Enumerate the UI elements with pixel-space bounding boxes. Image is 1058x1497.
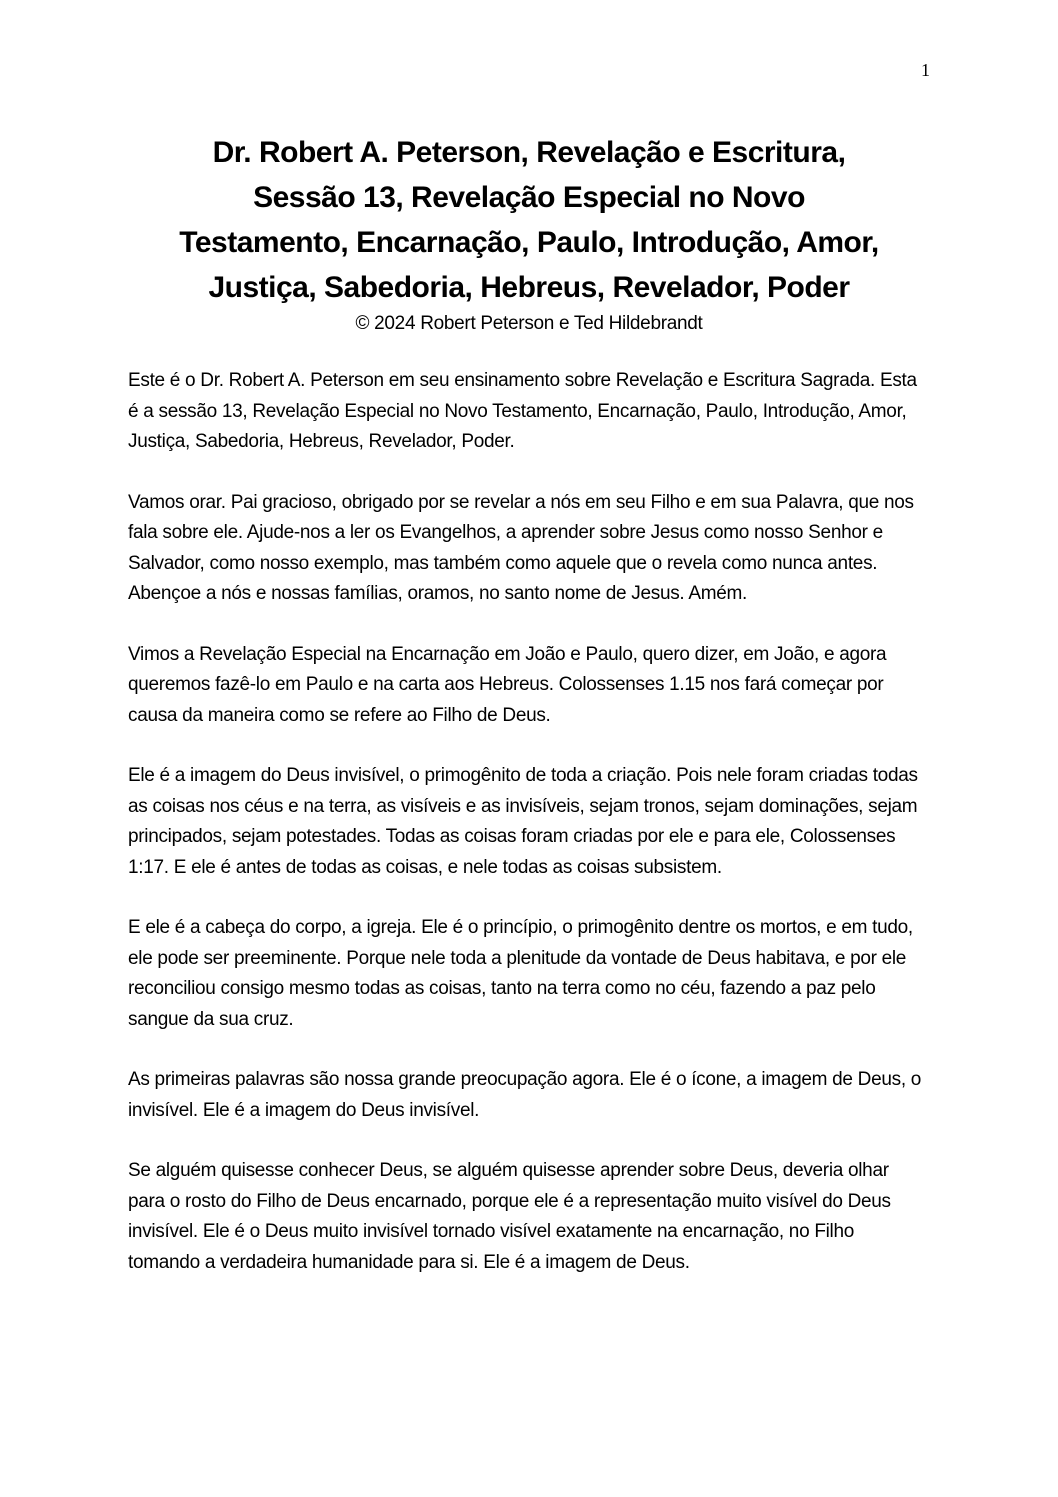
page-number: 1 — [921, 60, 930, 80]
paragraph-head-of-body: E ele é a cabeça do corpo, a igreja. Ele é o princípio, o primogênito dentre os mortos, e em tudo, ele pode ser preeminente. Porque nele toda a plenitude da vontade de Deus habitava, e por ele reconciliou consigo mesmo todas as coisas, tanto na terra como no céu, fazendo a paz pelo sangue da sua cruz. — [128, 917, 913, 1030]
paragraph-first-words: As primeiras palavras são nossa grande preocupação agora. Ele é o ícone, a imagem de Deus, o invisível. Ele é a imagem do Deus invisível. — [128, 1069, 922, 1121]
paragraph-intro: Este é o Dr. Robert A. Peterson em seu ensinamento sobre Revelação e Escritura Sagrada. Esta é a sessão 13, Revelação Especial no Novo Testamento, Encarnação, Paulo, Introdução, Amor, Justiça, Sabedoria, Hebreus, Revelador, Poder. — [128, 370, 917, 452]
document-title — [128, 0, 930, 310]
title-line: Justiça, Sabedoria, Hebreus, Revelador, Poder — [208, 271, 850, 304]
document-body — [128, 366, 930, 1278]
paragraph-prayer: Vamos orar. Pai gracioso, obrigado por se revelar a nós em seu Filho e em sua Palavra, que nos fala sobre ele. Ajude-nos a ler os Evangelhos, a aprender sobre Jesus como nosso Senhor e Salvador, como nosso exemplo, mas também como aquele que o revela como nunca antes. Abençoe a nós e nossas famílias, oramos, no santo nome de Jesus. Amém. — [128, 491, 914, 604]
title-line: Dr. Robert A. Peterson, Revelação e Escritura, — [212, 136, 846, 169]
paragraph-colossians-quote: Ele é a imagem do Deus invisível, o primogênito de toda a criação. Pois nele foram criadas todas as coisas nos céus e na terra, as visíveis e as invisíveis, sejam tronos, sejam dominações, sejam principados, sejam potestades. Todas as coisas foram criadas por ele e para ele, Colossenses 1:17. E ele é antes de todas as coisas, e nele todas as coisas subsistem. — [128, 765, 918, 878]
title-line: Testamento, Encarnação, Paulo, Introdução, Amor, — [179, 226, 879, 259]
title-line: Sessão 13, Revelação Especial no Novo — [253, 181, 805, 214]
paragraph-overview: Vimos a Revelação Especial na Encarnação em João e Paulo, quero dizer, em João, e agora queremos fazê-lo em Paulo e na carta aos Hebreus. Colossenses 1.15 nos fará começar por causa da maneira como se refere ao Filho de Deus. — [128, 643, 887, 726]
copyright-line: © 2024 Robert Peterson e Ted Hildebrandt — [355, 313, 703, 334]
paragraph-knowing-god: Se alguém quisesse conhecer Deus, se alguém quisesse aprender sobre Deus, deveria olhar para o rosto do Filho de Deus encarnado, porque ele é a representação muito visível do Deus invisível. Ele é o Deus muito invisível tornado visível exatamente na encarnação, no Filho tomando a verdadeira humanidade para si. Ele é a imagem de Deus. — [128, 1160, 891, 1273]
